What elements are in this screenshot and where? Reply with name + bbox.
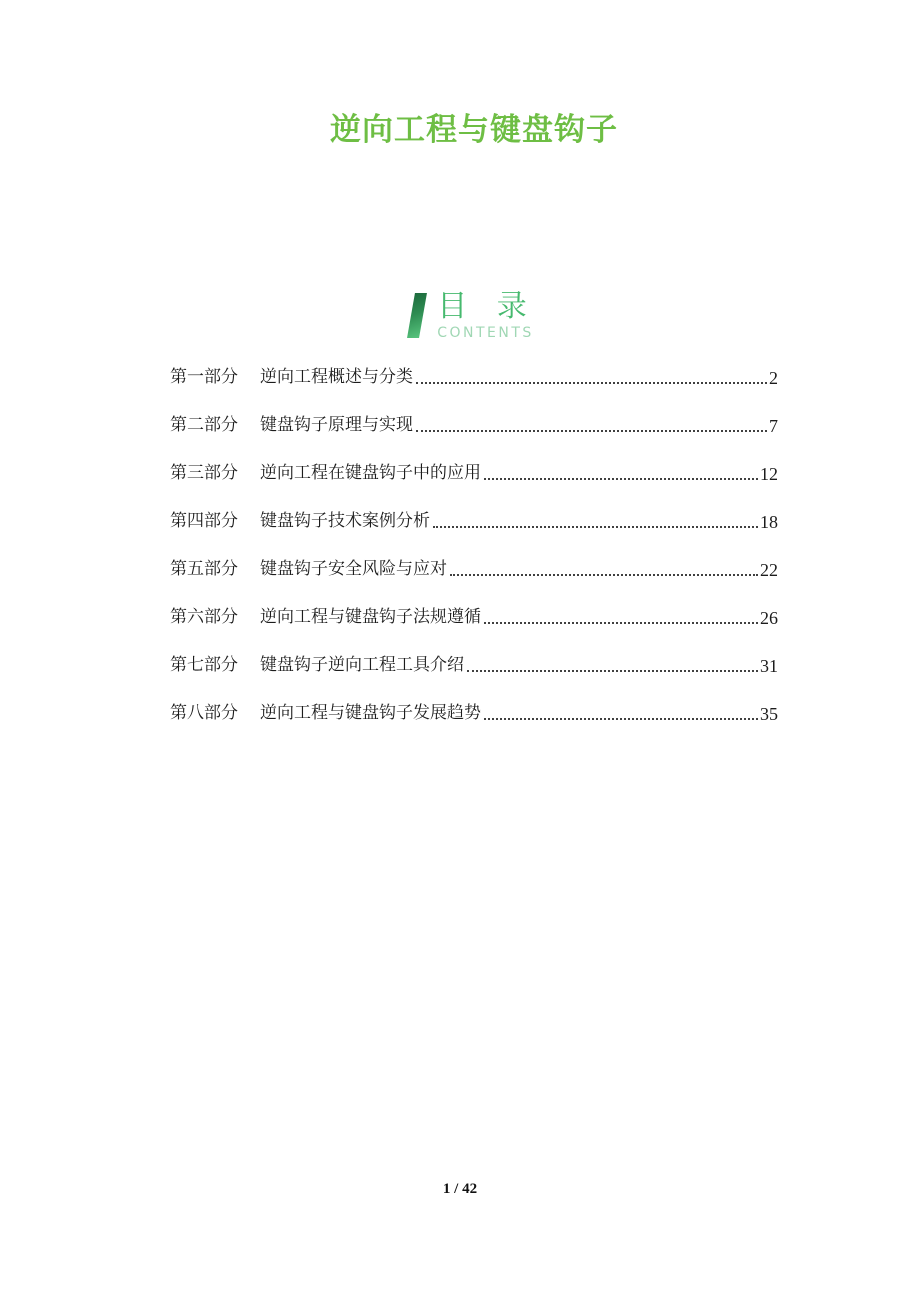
toc-list — [170, 366, 778, 750]
toc-entry-part: 第一部分 — [170, 367, 238, 386]
toc-leader-dots — [416, 382, 767, 384]
toc-entry-part: 第五部分 — [170, 559, 238, 578]
toc-leader-dots — [467, 670, 758, 672]
toc-entry[interactable] — [170, 414, 778, 436]
toc-entry-part: 第四部分 — [170, 511, 238, 530]
toc-entry-title: 键盘钩子原理与实现 — [260, 415, 413, 434]
toc-leader-dots — [433, 526, 758, 528]
toc-entry-part: 第八部分 — [170, 703, 238, 722]
toc-entry-part: 第二部分 — [170, 415, 238, 434]
toc-leader-dots — [484, 718, 758, 720]
toc-entry-title: 逆向工程概述与分类 — [260, 367, 413, 386]
toc-leader-dots — [416, 430, 767, 432]
toc-entry[interactable] — [170, 654, 778, 676]
toc-entry[interactable] — [170, 510, 778, 532]
toc-heading: 目 录 — [437, 289, 537, 324]
toc-leader-dots — [450, 574, 758, 576]
toc-entry[interactable] — [170, 606, 778, 628]
page-number: 1 / 42 — [442, 1181, 478, 1197]
toc-entry-title: 键盘钩子技术案例分析 — [260, 511, 430, 530]
toc-entry[interactable] — [170, 366, 778, 388]
toc-entry-title: 键盘钩子安全风险与应对 — [260, 559, 447, 578]
toc-entry[interactable] — [170, 462, 778, 484]
toc-entry-part: 第六部分 — [170, 607, 238, 626]
toc-entry-title: 键盘钩子逆向工程工具介绍 — [260, 655, 464, 674]
toc-slash-icon — [407, 293, 427, 338]
toc-entry-page-number: 12 — [760, 464, 778, 484]
toc-entry-page-number: 35 — [760, 704, 778, 724]
toc-entry-page-number: 22 — [760, 560, 778, 580]
toc-entry-page-number: 2 — [769, 368, 778, 388]
toc-entry-page-number: 31 — [760, 656, 778, 676]
toc-entry-page-number: 26 — [760, 608, 778, 628]
toc-header — [170, 291, 778, 340]
toc-entry[interactable] — [170, 702, 778, 724]
toc-heading-subtitle: CONTENTS — [437, 324, 534, 341]
toc-entry-title: 逆向工程与键盘钩子法规遵循 — [260, 607, 481, 626]
toc-entry-page-number: 18 — [760, 512, 778, 532]
toc-leader-dots — [484, 478, 758, 480]
toc-entry-part: 第三部分 — [170, 463, 238, 482]
toc-entry-part: 第七部分 — [170, 655, 238, 674]
toc-leader-dots — [484, 622, 758, 624]
toc-entry-page-number: 7 — [769, 416, 778, 436]
document-title: 逆向工程与键盘钩子 — [330, 112, 618, 148]
toc-entry[interactable] — [170, 558, 778, 580]
toc-heading-group — [437, 291, 537, 340]
toc-entry-title: 逆向工程在键盘钩子中的应用 — [260, 463, 481, 482]
toc-entry-title: 逆向工程与键盘钩子发展趋势 — [260, 703, 481, 722]
